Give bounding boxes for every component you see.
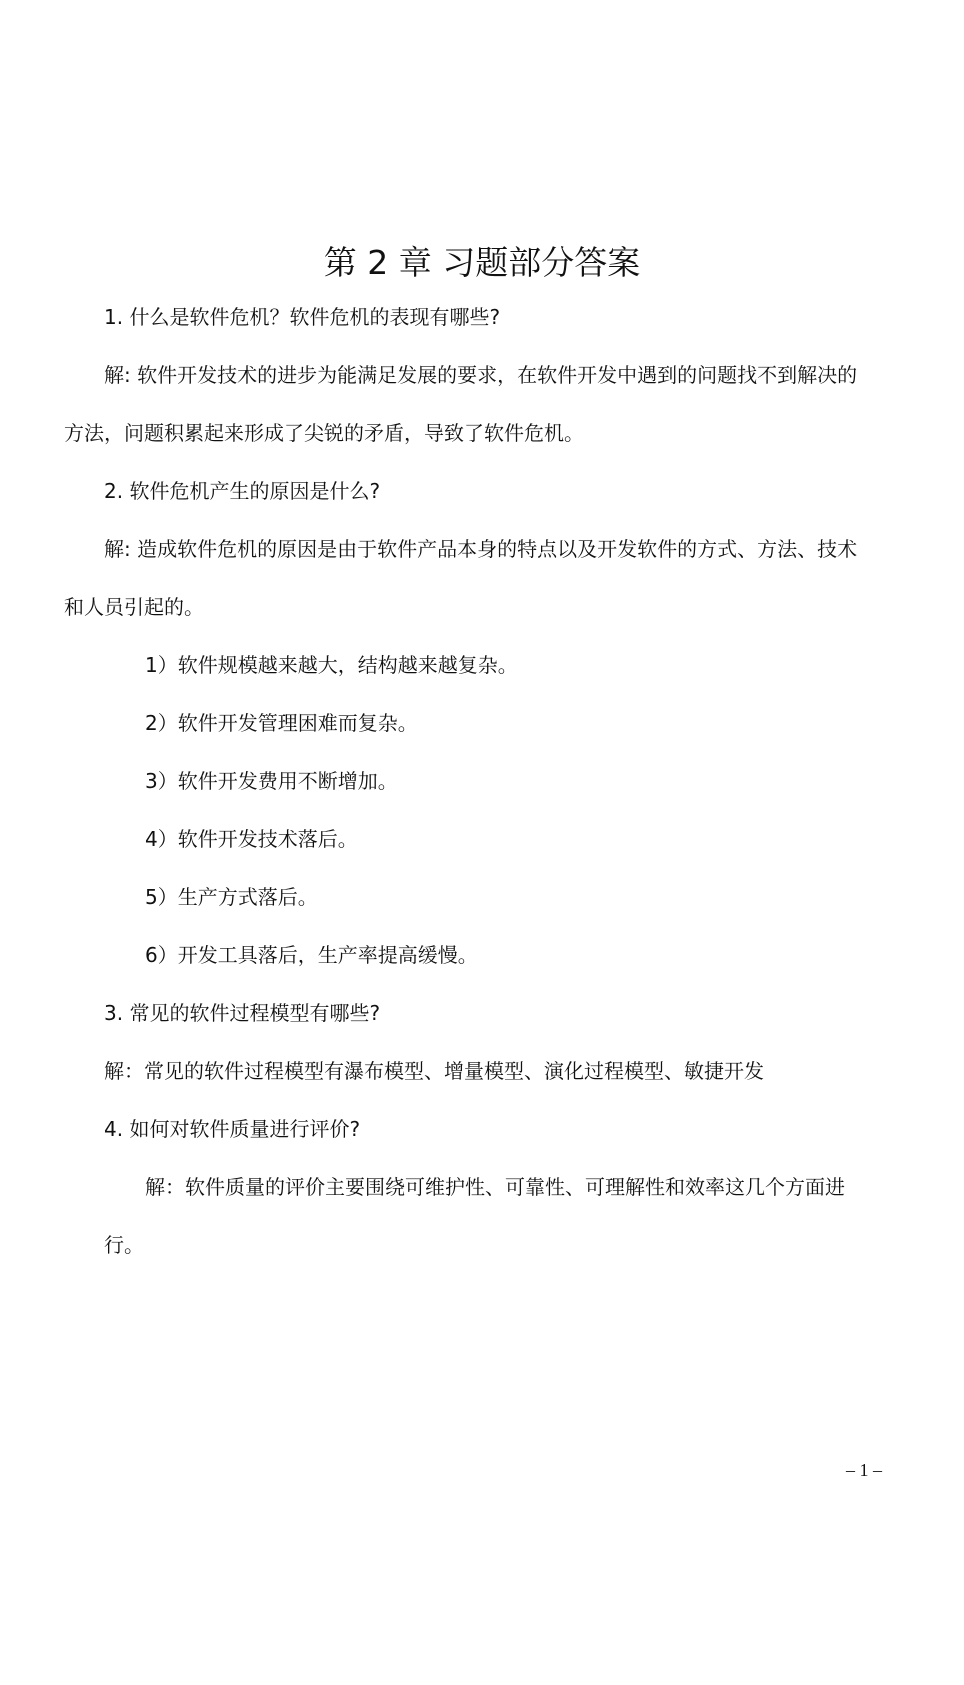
answer-4-line-1: 解：软件质量的评价主要围绕可维护性、可靠性、可理解性和效率这几个方面进 [145, 1175, 845, 1199]
question-2: 2. 软件危机产生的原因是什么? [104, 479, 381, 503]
answer-1-line-1: 解: 软件开发技术的进步为能满足发展的要求，在软件开发中遇到的问题找不到解决的 [104, 363, 858, 387]
answer-2-line-2: 和人员引起的。 [64, 595, 204, 619]
answer-2-line-1: 解: 造成软件危机的原因是由于软件产品本身的特点以及开发软件的方式、方法、技术 [104, 537, 858, 561]
question-3: 3. 常见的软件过程模型有哪些? [104, 1001, 381, 1025]
page-number: – 1 – [846, 1460, 882, 1480]
answer-4-line-2: 行。 [104, 1233, 144, 1257]
list-item: 6）开发工具落后，生产率提高缓慢。 [145, 943, 478, 967]
chapter-title: 第 2 章 习题部分答案 [323, 243, 641, 282]
list-item: 2）软件开发管理困难而复杂。 [145, 711, 418, 735]
list-item: 1）软件规模越来越大，结构越来越复杂。 [145, 653, 518, 677]
answer-3: 解：常见的软件过程模型有瀑布模型、增量模型、演化过程模型、敏捷开发 [104, 1059, 764, 1083]
question-1: 1. 什么是软件危机？软件危机的表现有哪些? [104, 305, 501, 329]
list-item: 4）软件开发技术落后。 [145, 827, 358, 851]
list-item: 3）软件开发费用不断增加。 [145, 769, 398, 793]
question-4: 4. 如何对软件质量进行评价? [104, 1117, 361, 1141]
answer-1-line-2: 方法，问题积累起来形成了尖锐的矛盾，导致了软件危机。 [64, 421, 584, 445]
list-item: 5）生产方式落后。 [145, 885, 318, 909]
